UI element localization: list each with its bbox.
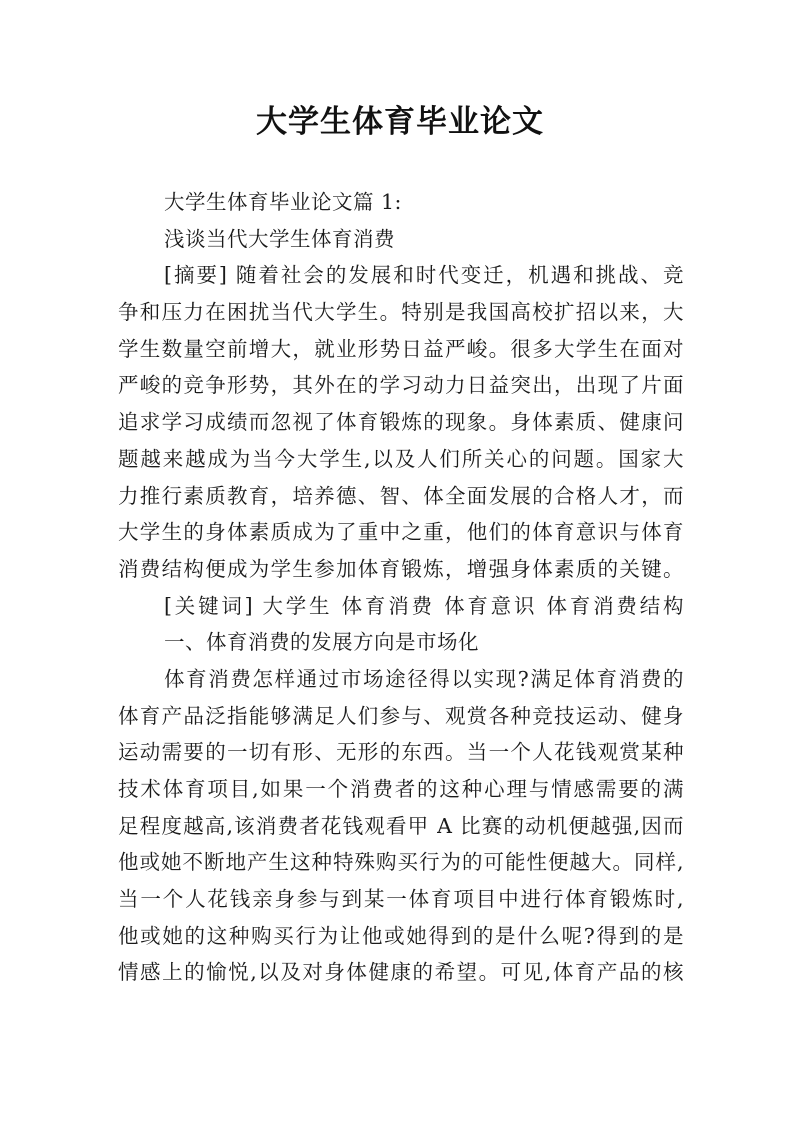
document-title: 大学生体育毕业论文 — [256, 104, 544, 140]
paragraph-line: 大学生的身体素质成为了重中之重，他们的体育意识与体育 — [118, 520, 684, 545]
paragraph-line: 一、体育消费的发展方向是市场化 — [164, 630, 479, 655]
paragraph-line: 足程度越高,该消费者花钱观看甲 A 比赛的动机便越强,因而 — [118, 813, 684, 838]
paragraph-line: 浅谈当代大学生体育消费 — [164, 226, 395, 251]
paragraph-line: 情感上的愉悦,以及对身体健康的希望。可见,体育产品的核 — [118, 960, 684, 985]
paragraph-line: 当一个人花钱亲身参与到某一体育项目中进行体育锻炼时, — [118, 887, 684, 912]
paragraph-line: [关键词] 大学生 体育消费 体育意识 体育消费结构 — [164, 593, 684, 618]
paragraph-line: 力推行素质教育，培养德、智、体全面发展的合格人才，而 — [118, 483, 684, 508]
paragraph-line: 消费结构便成为学生参加体育锻炼，增强身体素质的关键。 — [118, 556, 684, 581]
paragraph-line: 题越来越成为当今大学生,以及人们所关心的问题。国家大 — [118, 446, 684, 471]
paragraph-line: 体育产品泛指能够满足人们参与、观赏各种竞技运动、健身 — [118, 703, 684, 728]
paragraph-line: 严峻的竞争形势，其外在的学习动力日益突出，出现了片面 — [118, 373, 684, 398]
paragraph-line: 运动需要的一切有形、无形的东西。当一个人花钱观赏某种 — [118, 740, 684, 765]
paragraph-line: 大学生体育毕业论文篇 1: — [164, 190, 402, 214]
paragraph-line: 他或她不断地产生这种特殊购买行为的可能性便越大。同样, — [118, 850, 684, 875]
paragraph-line: 他或她的这种购买行为让他或她得到的是什么呢?得到的是 — [118, 923, 684, 948]
document-body — [118, 184, 684, 991]
paragraph-line: 体育消费怎样通过市场途径得以实现?满足体育消费的 — [164, 666, 684, 691]
paragraph-line: 学生数量空前增大，就业形势日益严峻。很多大学生在面对 — [118, 336, 684, 361]
paragraph-line: 争和压力在困扰当代大学生。特别是我国高校扩招以来，大 — [118, 300, 684, 325]
paragraph-line: [摘要] 随着社会的发展和时代变迁，机遇和挑战、竞 — [164, 263, 684, 288]
paragraph-line: 技术体育项目,如果一个消费者的这种心理与情感需要的满 — [118, 777, 684, 801]
paragraph-line: 追求学习成绩而忽视了体育锻炼的现象。身体素质、健康问 — [118, 410, 684, 435]
